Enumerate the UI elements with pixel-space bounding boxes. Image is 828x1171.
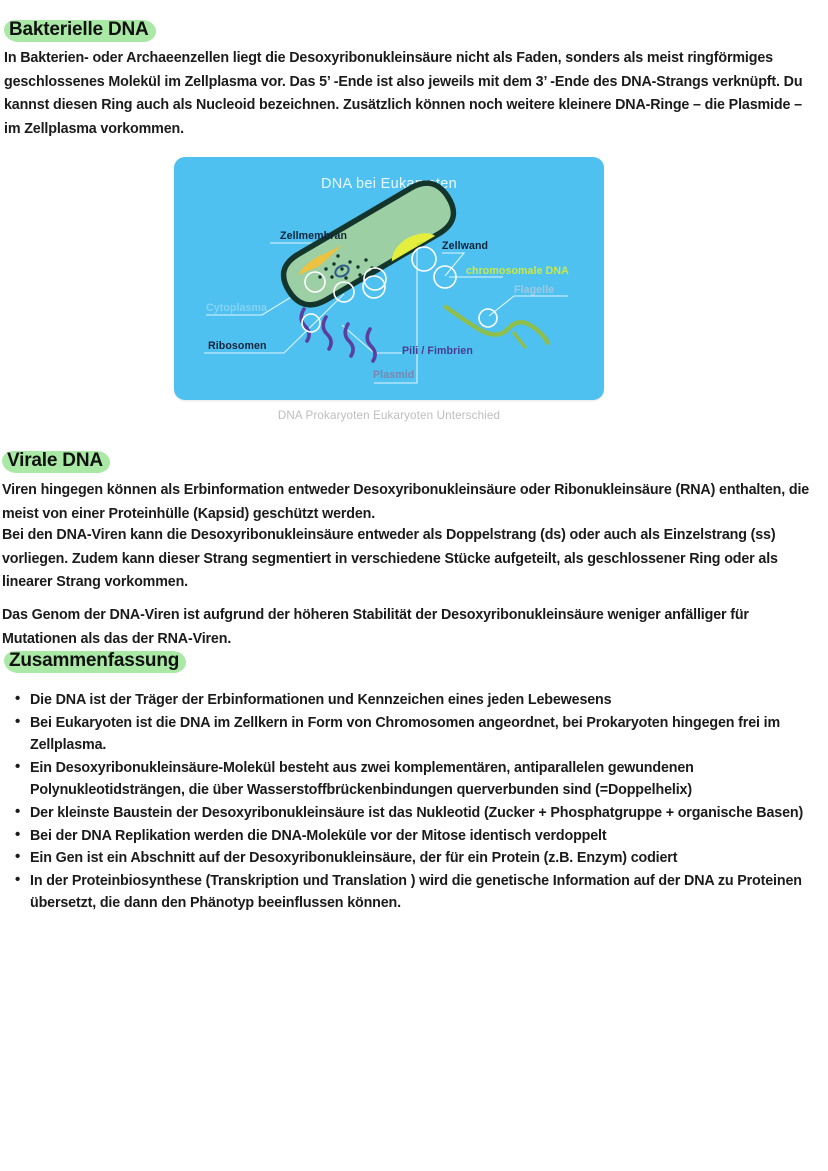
list-item: • In der Proteinbiosynthese (Transkription und Translation ) wird die genetische Information auf der DNA zu Proteinen übersetzt, die dann den Phänotyp beeinflussen können. (4, 870, 822, 915)
bacterium-cell-body (284, 183, 454, 305)
label-chromosomale-dna: chromosomale DNA (466, 265, 569, 277)
figure-caption: DNA Prokaryoten Eukaryoten Unterschied (277, 409, 501, 422)
heading-text: Zusammenfassung (9, 650, 180, 671)
list-item: • Bei Eukaryoten ist die DNA im Zellkern in Form von Chromosomen angeordnet, bei Prokaryoten hingegen frei im Zellplasma. (4, 712, 822, 757)
label-cytoplasma: Cytoplasma (206, 302, 268, 314)
figure-image (174, 157, 604, 400)
label-zellwand: Zellwand (442, 240, 489, 252)
figure-title: DNA bei Eukaryoten (321, 176, 457, 192)
list-item: • Der kleinste Baustein der Desoxyribonukleinsäure ist das Nukleotid (Zucker + Phosphatgruppe + organische Basen) (4, 802, 822, 825)
paragraph-virale-2: Bei den DNA-Viren kann die Desoxyribonukleinsäure entweder als Doppelstrang (ds) oder auch als Einzelstrang (ss) vorliegen. Zudem kann dieser Strang segmentiert in verschiedene Stücke aufgeteilt, als geschlossener Ring oder als linearer Strang vorkommen. (2, 527, 778, 590)
list-item: • Ein Gen ist ein Abschnitt auf der Desoxyribonukleinsäure, der für ein Protein (z.B. Enzym) codiert (4, 847, 822, 870)
summary-bullet-list (4, 689, 822, 915)
label-flagelle: Flagelle (514, 284, 555, 296)
heading-bakterielle-dna (4, 17, 156, 43)
heading-text: Bakterielle DNA (9, 19, 149, 40)
heading-zusammenfassung (4, 648, 186, 674)
paragraph-virale-1: Viren hingegen können als Erbinformation entweder Desoxyribonukleinsäure oder Ribonukleinsäure (RNA) enthalten, die meist von einer Proteinhülle (Kapsid) geschützt werden. (2, 482, 810, 522)
list-item: • Bei der DNA Replikation werden die DNA-Moleküle vor der Mitose identisch verdoppelt (4, 825, 822, 848)
bacterium-illustration (174, 157, 604, 400)
pili-bottom (301, 309, 375, 361)
list-item: • Ein Desoxyribonukleinsäure-Molekül besteht aus zwei komplementären, antiparallelen gewundenen Polynukleotidsträngen, die über Wasserstoffbrückenbindungen querverbunden sind (=Doppelhelix) (4, 757, 822, 802)
label-pili-fimbrien: Pili / Fimbrien (402, 345, 473, 357)
figure-dna-prokaryoten (174, 157, 604, 422)
label-ribosomen: Ribosomen (208, 340, 267, 352)
paragraph-virale-3: Das Genom der DNA-Viren ist aufgrund der höheren Stabilität der Desoxyribonukleinsäure weniger anfälliger für Mutationen als das der RNA-Viren. (2, 607, 749, 647)
label-plasmid: Plasmid (373, 369, 415, 381)
heading-text: Virale DNA (7, 450, 103, 471)
list-item: • Die DNA ist der Träger der Erbinformationen und Kennzeichen eines jeden Lebewesens (4, 689, 822, 712)
heading-virale-dna (2, 448, 110, 474)
flagellum (446, 307, 548, 343)
paragraph-bakterielle-dna: In Bakterien- oder Archaeenzellen liegt die Desoxyribonukleinsäure nicht als Faden, sonders als meist ringförmiges geschlossenes Molekül im Zellplasma vor. Das 5’ -Ende ist also jeweils mit dem 3’ -Ende des DNA-Strangs verknüpft. Du kannst diesen Ring auch als Nucleoid bezeichnen. Zusätzlich können noch weitere kleinere DNA-Ringe – die Plasmide – im Zellplasma vorkommen. (4, 50, 803, 137)
label-zellmembran: Zellmembran (280, 230, 348, 242)
